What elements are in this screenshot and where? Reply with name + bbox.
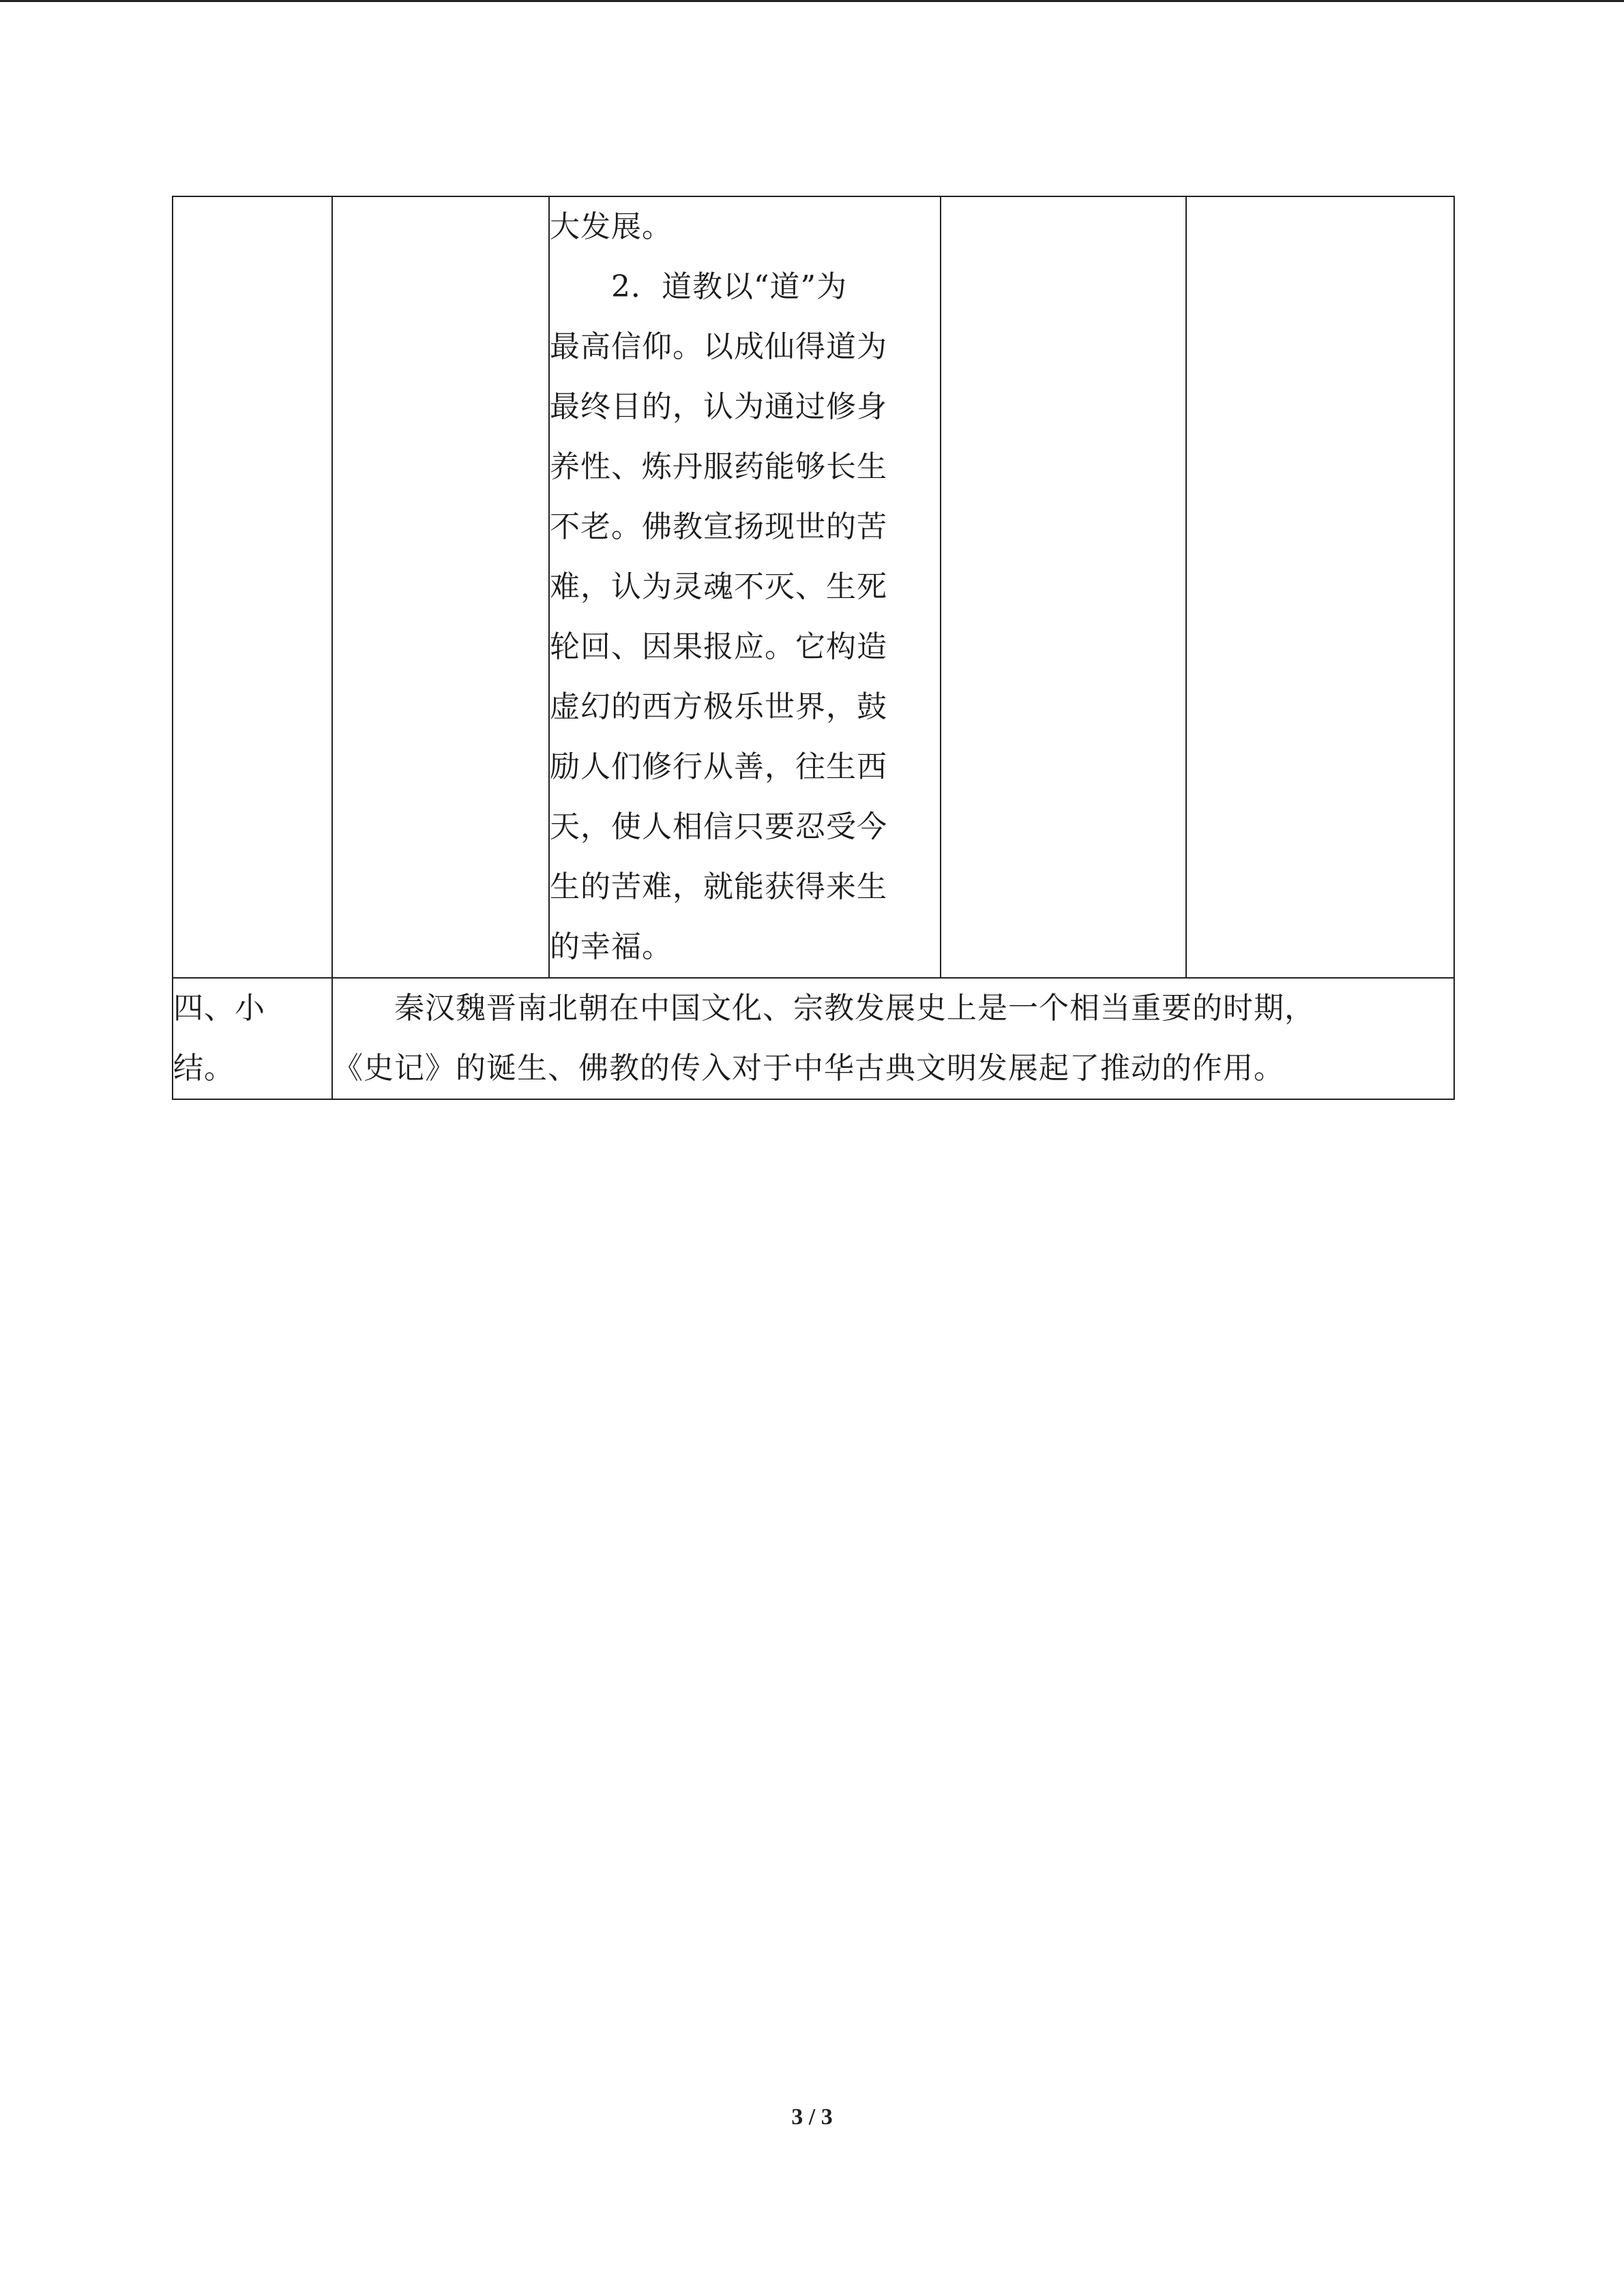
page-number: 3 / 3 [791, 2104, 833, 2130]
table-cell-summary [332, 978, 1454, 1099]
summary-text: 秦汉魏晋南北朝在中国文化、宗教发展史上是一个相当重要的时期， 《史记》的诞生、佛教的传入对于中华古典文明发展起了推动的作用。 [333, 991, 1315, 1086]
table-cell-content [549, 196, 941, 978]
table-cell-empty [173, 196, 332, 978]
table-cell-empty [1186, 196, 1454, 978]
lesson-plan-table [172, 196, 1455, 1100]
page-top-border [0, 0, 1624, 2]
table-cell-empty [332, 196, 549, 978]
table-row [173, 196, 1454, 978]
table-cell-empty [941, 196, 1186, 978]
content-text: 大发展。 2．道教以“道”为 最高信仰。以成仙得道为 最终目的，认为通过修身 养性、炼丹服药能够长生 不老。佛教宣扬现世的苦 难，认为灵魂不灭、生死 轮回、因果报应。它构造 虚幻的西方极乐世界，鼓 励人们修行从善，往生西 天，使人相信只要忍受今 生的苦难，就能获得来生 的幸福。 [550, 209, 887, 964]
table-row [173, 978, 1454, 1099]
section-label: 四、小 结。 [173, 991, 265, 1086]
table-cell-label [173, 978, 332, 1099]
